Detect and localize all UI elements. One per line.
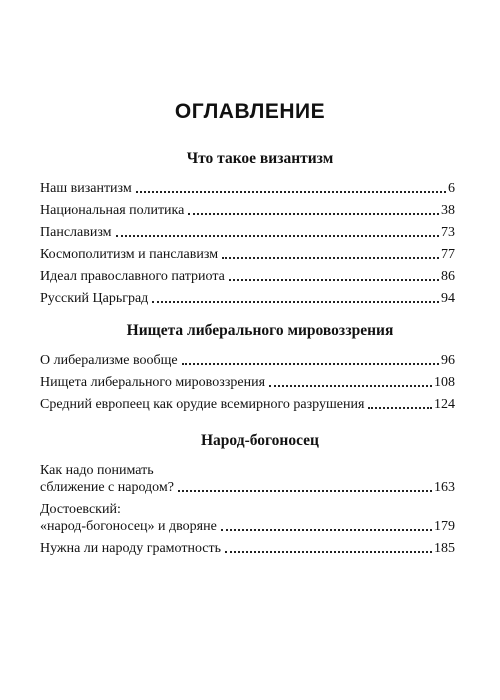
entry-title: Достоевский: «народ-богоносец» и дворяне [40, 502, 217, 534]
dot-leader [222, 256, 439, 259]
entry-title: Как надо понимать сближение с народом? [40, 463, 174, 495]
dot-leader [182, 362, 439, 365]
entry-title: Идеал православного патриота [40, 269, 225, 284]
entry-page-number: 163 [434, 480, 455, 495]
toc-section [40, 322, 455, 418]
entry-title: Русский Царьград [40, 291, 149, 306]
page-title: ОГЛАВЛЕНИЕ [174, 100, 326, 123]
entry-page-number: 77 [441, 247, 455, 262]
toc-entry[interactable] [40, 268, 455, 285]
toc-entry[interactable] [40, 202, 455, 219]
toc-entry[interactable] [40, 462, 455, 496]
entry-page-number: 38 [441, 203, 455, 218]
entry-page-number: 94 [441, 291, 455, 306]
dot-leader [116, 234, 439, 237]
dot-leader [178, 489, 432, 492]
dot-leader [368, 406, 432, 409]
entry-page-number: 96 [441, 353, 455, 368]
entry-title: Наш византизм [40, 181, 132, 196]
entry-title: О либерализме вообще [40, 353, 178, 368]
entry-page-number: 108 [434, 375, 455, 390]
entry-page-number: 73 [441, 225, 455, 240]
toc-entry[interactable] [40, 290, 455, 307]
entry-title: Нужна ли народу грамотность [40, 541, 222, 556]
entry-title: Панславизм [40, 225, 112, 240]
dot-leader [152, 300, 439, 303]
toc-section [40, 150, 455, 312]
toc-entry[interactable] [40, 180, 455, 197]
dot-leader [269, 384, 432, 387]
entry-title: Средний европеец как орудие всемирного разрушения [40, 397, 365, 412]
dot-leader [229, 278, 439, 281]
section-heading: Что такое византизм [186, 150, 334, 167]
dot-leader [221, 528, 432, 531]
toc-entry[interactable] [40, 224, 455, 241]
toc-entry[interactable] [40, 352, 455, 369]
entry-page-number: 6 [448, 181, 455, 196]
entry-title: Нищета либерального мировоззрения [40, 375, 266, 390]
toc-section [40, 432, 455, 562]
section-heading: Нищета либерального мировоззрения [126, 322, 394, 339]
toc-entry[interactable] [40, 396, 455, 413]
entry-page-number: 179 [434, 519, 455, 534]
toc-entry[interactable] [40, 246, 455, 263]
entry-page-number: 185 [434, 541, 455, 556]
dot-leader [188, 212, 439, 215]
entry-page-number: 86 [441, 269, 455, 284]
section-heading: Народ-богоносец [201, 432, 319, 449]
toc-entry[interactable] [40, 540, 455, 557]
toc-entry[interactable] [40, 501, 455, 535]
entry-page-number: 124 [434, 397, 455, 412]
toc-entry[interactable] [40, 374, 455, 391]
entry-title: Космополитизм и панславизм [40, 247, 219, 262]
entry-title: Национальная политика [40, 203, 185, 218]
dot-leader [225, 550, 432, 553]
dot-leader [136, 190, 446, 193]
